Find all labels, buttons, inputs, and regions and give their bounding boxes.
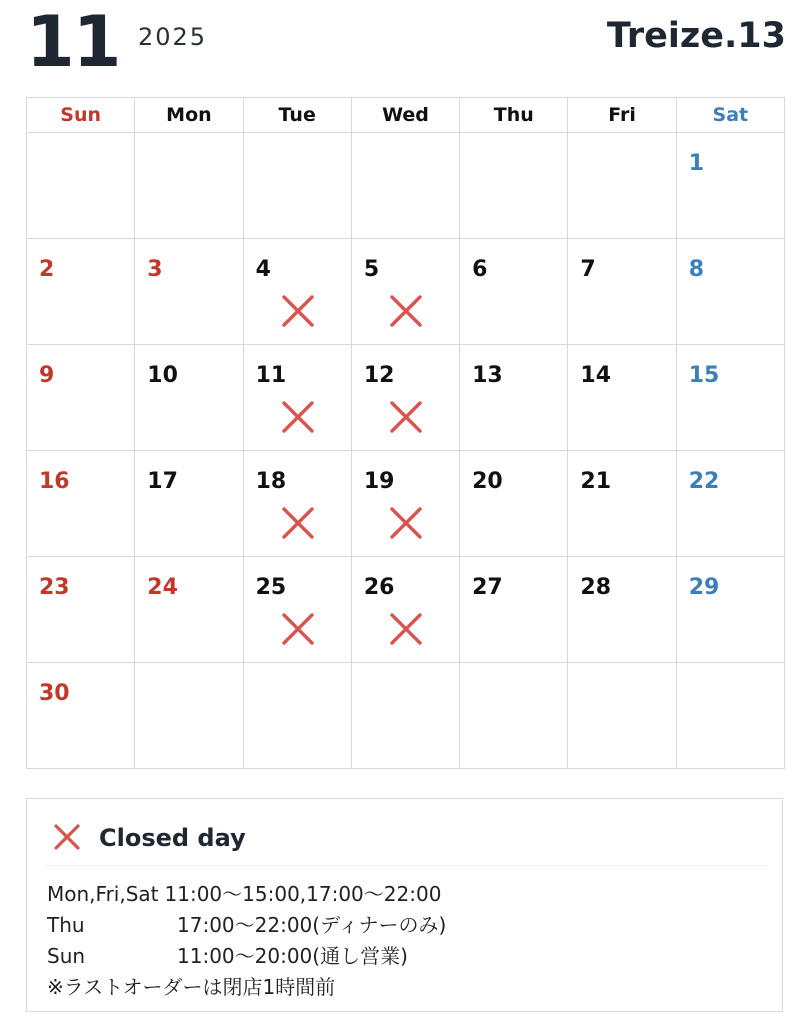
weekday-header-row xyxy=(27,98,785,133)
closed-mark-icon xyxy=(281,612,315,646)
day-number: 2 xyxy=(39,257,55,282)
closed-day-label: Closed day xyxy=(99,824,246,852)
day-cell xyxy=(27,345,135,451)
hours-time: 11:00〜20:00(通し営業) xyxy=(177,944,408,968)
empty-cell xyxy=(676,663,784,769)
empty-cell xyxy=(351,133,459,239)
weekday-tue: Tue xyxy=(243,98,351,133)
hours-days: Thu xyxy=(47,913,85,937)
legend-header xyxy=(45,813,767,866)
brand-name: Treize.13 xyxy=(606,16,786,56)
weekday-thu: Thu xyxy=(460,98,568,133)
week-row xyxy=(27,557,785,663)
weekday-sun: Sun xyxy=(27,98,135,133)
day-cell xyxy=(135,451,243,557)
week-row xyxy=(27,133,785,239)
day-cell xyxy=(135,239,243,345)
day-cell xyxy=(27,557,135,663)
day-number: 20 xyxy=(472,469,503,494)
day-cell xyxy=(460,345,568,451)
weekday-sat: Sat xyxy=(676,98,784,133)
empty-cell xyxy=(27,133,135,239)
weekday-mon: Mon xyxy=(135,98,243,133)
day-cell xyxy=(568,451,676,557)
day-number: 9 xyxy=(39,363,55,388)
hours-days: Sun xyxy=(47,944,86,968)
day-number: 4 xyxy=(255,257,271,282)
day-number: 16 xyxy=(39,469,70,494)
weekday-fri: Fri xyxy=(568,98,676,133)
calendar-grid xyxy=(26,97,785,769)
hours-row xyxy=(47,941,446,972)
day-cell xyxy=(676,239,784,345)
closed-mark-icon xyxy=(389,400,423,434)
empty-cell xyxy=(135,663,243,769)
cross-icon xyxy=(53,823,81,851)
calendar-header xyxy=(26,0,786,90)
hours-time: 11:00〜15:00,17:00〜22:00 xyxy=(164,882,442,906)
year-label: 2025 xyxy=(138,23,208,51)
last-order-note: ※ラストオーダーは閉店1時間前 xyxy=(47,975,336,999)
day-cell xyxy=(243,345,351,451)
day-cell xyxy=(351,451,459,557)
day-cell xyxy=(460,451,568,557)
day-cell xyxy=(676,345,784,451)
day-cell xyxy=(676,133,784,239)
day-cell xyxy=(243,239,351,345)
day-number: 24 xyxy=(147,575,178,600)
day-cell xyxy=(27,451,135,557)
day-number: 21 xyxy=(580,469,612,494)
week-row xyxy=(27,451,785,557)
empty-cell xyxy=(460,663,568,769)
week-row xyxy=(27,345,785,451)
day-cell xyxy=(351,239,459,345)
closed-mark-icon xyxy=(389,612,423,646)
day-cell xyxy=(568,345,676,451)
day-number: 12 xyxy=(363,363,395,388)
day-cell xyxy=(27,239,135,345)
empty-cell xyxy=(351,663,459,769)
closed-mark-icon xyxy=(389,506,423,540)
day-cell xyxy=(351,345,459,451)
day-cell xyxy=(27,663,135,769)
day-cell xyxy=(676,557,784,663)
day-cell xyxy=(460,239,568,345)
closed-mark-icon xyxy=(281,294,315,328)
day-cell xyxy=(135,345,243,451)
day-cell xyxy=(568,239,676,345)
day-number: 10 xyxy=(147,363,178,388)
day-cell xyxy=(568,557,676,663)
hours-time: 17:00〜22:00(ディナーのみ) xyxy=(177,913,447,937)
day-number: 14 xyxy=(580,363,612,388)
day-number: 5 xyxy=(363,257,380,282)
closed-mark-icon xyxy=(281,400,315,434)
day-number: 1 xyxy=(688,151,704,176)
empty-cell xyxy=(243,133,351,239)
empty-cell xyxy=(243,663,351,769)
day-number: 22 xyxy=(688,469,720,494)
business-hours xyxy=(47,879,446,1003)
month-number: 11 xyxy=(26,1,120,83)
day-cell xyxy=(243,451,351,557)
closed-mark-icon xyxy=(281,506,315,540)
day-number: 30 xyxy=(39,681,70,706)
day-number: 11 xyxy=(255,363,287,388)
empty-cell xyxy=(568,133,676,239)
day-number: 6 xyxy=(472,257,488,282)
day-cell xyxy=(460,557,568,663)
day-cell xyxy=(135,557,243,663)
day-number: 19 xyxy=(363,469,395,494)
day-number: 29 xyxy=(688,575,720,600)
day-cell xyxy=(351,557,459,663)
hours-row xyxy=(47,879,446,910)
day-number: 13 xyxy=(472,363,503,388)
day-number: 7 xyxy=(580,257,596,282)
day-number: 23 xyxy=(39,575,70,600)
day-number: 3 xyxy=(147,257,163,282)
week-row xyxy=(27,239,785,345)
day-number: 25 xyxy=(255,575,287,600)
day-number: 17 xyxy=(147,469,178,494)
day-number: 8 xyxy=(688,257,704,282)
legend-panel xyxy=(26,798,783,1012)
empty-cell xyxy=(460,133,568,239)
empty-cell xyxy=(568,663,676,769)
weekday-wed: Wed xyxy=(351,98,459,133)
day-number: 27 xyxy=(472,575,503,600)
day-number: 26 xyxy=(363,575,395,600)
week-row xyxy=(27,663,785,769)
empty-cell xyxy=(135,133,243,239)
day-cell xyxy=(676,451,784,557)
day-cell xyxy=(243,557,351,663)
day-number: 15 xyxy=(688,363,720,388)
hours-row xyxy=(47,910,446,941)
hours-days: Mon,Fri,Sat xyxy=(47,882,159,906)
closed-mark-icon xyxy=(389,294,423,328)
day-number: 18 xyxy=(255,469,287,494)
day-number: 28 xyxy=(580,575,612,600)
